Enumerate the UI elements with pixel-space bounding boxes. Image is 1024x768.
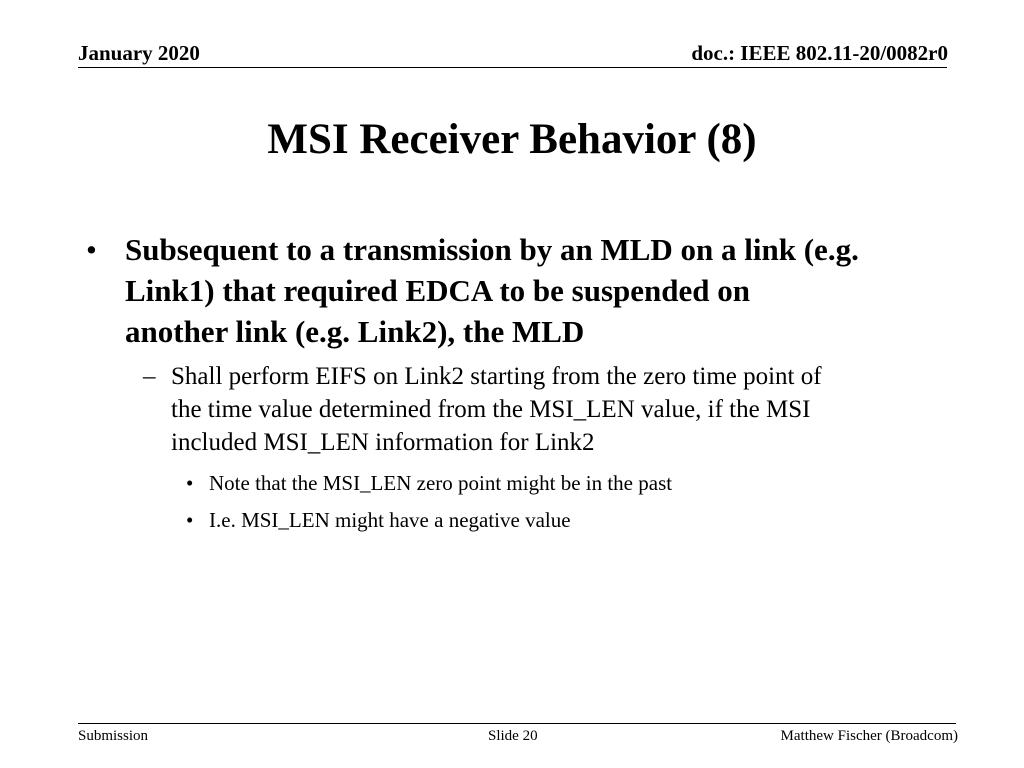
bullet-level2-marker: – <box>143 363 156 390</box>
header-date: January 2020 <box>78 41 200 65</box>
bullet-level3-text: Note that the MSI_LEN zero point might be in the past <box>209 471 673 495</box>
bullet-level2-line: the time value determined from the MSI_LEN value, if the MSI <box>171 396 811 423</box>
bullet-level2-line: included MSI_LEN information for Link2 <box>171 429 595 456</box>
bullet-level1-line: another link (e.g. Link2), the MLD <box>125 314 585 349</box>
footer-divider <box>78 723 956 724</box>
bullet-level2-text <box>171 360 951 459</box>
slide-title: MSI Receiver Behavior (8) <box>267 116 757 163</box>
footer-slide-number: Slide 20 <box>488 728 538 744</box>
header-doc-id: doc.: IEEE 802.11-20/0082r0 <box>691 41 948 65</box>
bullet-level1-marker: • <box>86 232 97 267</box>
bullet-level1-text <box>125 229 955 352</box>
footer-author: Matthew Fischer (Broadcom) <box>780 728 958 744</box>
bullet-level3-text: I.e. MSI_LEN might have a negative value <box>209 508 571 532</box>
bullet-level2-line: Shall perform EIFS on Link2 starting from the zero time point of <box>171 363 822 390</box>
footer-submission: Submission <box>78 728 149 744</box>
header-divider <box>78 67 947 68</box>
bullet-level1-line: Link1) that required EDCA to be suspended on <box>125 273 751 308</box>
bullet-level3-marker: • <box>186 471 194 495</box>
bullet-level3-marker: • <box>186 508 194 532</box>
bullet-level1-line: Subsequent to a transmission by an MLD on a link (e.g. <box>125 232 859 267</box>
